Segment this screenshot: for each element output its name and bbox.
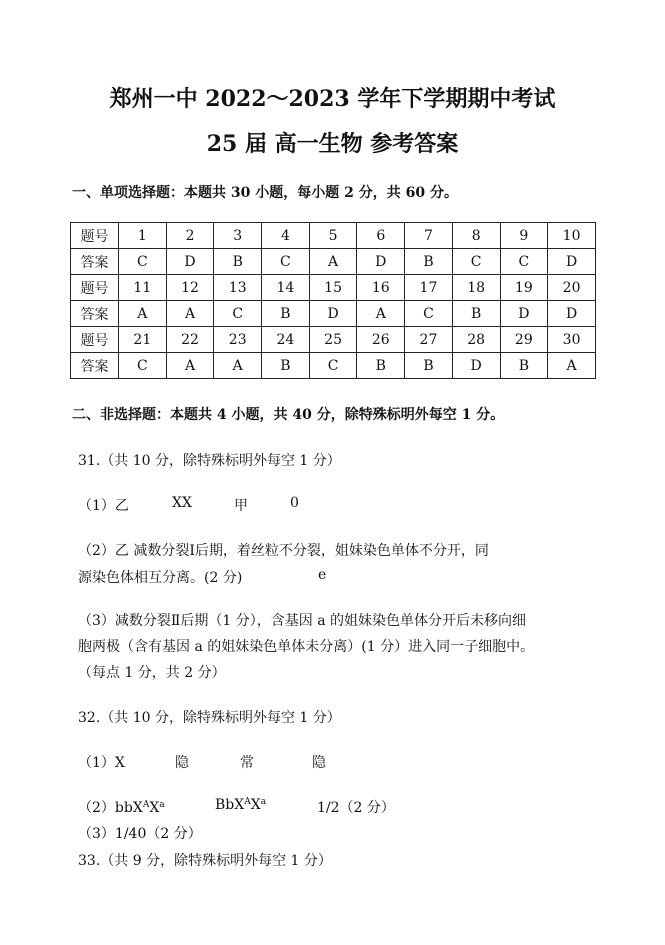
answer-cell: D — [452, 353, 500, 379]
question-number-cell: 11 — [119, 275, 167, 301]
question-number-cell: 27 — [405, 327, 453, 353]
q31-3-line-2: 胞两极（含有基因 a 的姐妹染色单体未分离）(1 分）进入同一子细胞中。 — [78, 639, 535, 655]
answer-cell: D — [357, 249, 405, 275]
answer-cell: B — [357, 353, 405, 379]
answer-cell: C — [500, 249, 548, 275]
question-number-cell: 25 — [309, 327, 357, 353]
row-label-question-number: 题号 — [71, 327, 119, 353]
q31-1-label: （1）乙 — [78, 498, 129, 514]
answer-cell: C — [119, 353, 167, 379]
answer-cell: C — [452, 249, 500, 275]
question-number-cell: 2 — [166, 223, 214, 249]
q31-1-answer-3: 0 — [290, 495, 299, 511]
answer-cell: B — [214, 249, 262, 275]
answer-cell: B — [500, 353, 548, 379]
page-subtitle: 25 届 高一生物 参考答案 — [206, 131, 459, 157]
answer-row — [71, 249, 596, 275]
question-number-cell: 10 — [548, 223, 596, 249]
answer-cell: B — [405, 353, 453, 379]
answer-cell: D — [548, 249, 596, 275]
question-number-cell: 1 — [119, 223, 167, 249]
answer-cell: A — [166, 301, 214, 327]
q32-1-answer-2: 常 — [240, 755, 254, 771]
q32-2-genotype-1: $(2)bbX^AX^a$ — [78, 800, 165, 816]
question-number-cell: 23 — [214, 327, 262, 353]
q32-2-genotype-2: $BbX^AX^a$ — [215, 797, 267, 813]
q32-1-answer-1: 隐 — [175, 755, 189, 771]
q31-2-line-2: 源染色体相互分离。(2 分) — [78, 570, 243, 586]
q31-1-answer-1: XX — [172, 495, 192, 511]
question-number-cell: 14 — [262, 275, 310, 301]
answer-cell: D — [309, 301, 357, 327]
answer-cell: A — [166, 353, 214, 379]
question-number-cell: 13 — [214, 275, 262, 301]
q31-3-line-3: （每点 1 分，共 2 分） — [78, 665, 226, 681]
question-number-cell: 29 — [500, 327, 548, 353]
question-number-row — [71, 327, 596, 353]
row-label-answer: 答案 — [71, 301, 119, 327]
answer-cell: C — [309, 353, 357, 379]
answer-cell: A — [309, 249, 357, 275]
question-number-cell: 21 — [119, 327, 167, 353]
answer-row — [71, 301, 596, 327]
answer-cell: C — [262, 249, 310, 275]
question-number-cell: 5 — [309, 223, 357, 249]
question-number-cell: 15 — [309, 275, 357, 301]
question-number-cell: 28 — [452, 327, 500, 353]
q31-2-line-1: （2）乙 减数分裂Ⅰ后期，着丝粒不分裂，姐妹染色单体不分开，同 — [78, 543, 489, 559]
answer-row — [71, 353, 596, 379]
answer-cell: C — [405, 301, 453, 327]
answer-cell: B — [262, 301, 310, 327]
q32-1-label: （1）X — [78, 755, 125, 771]
question-number-cell: 4 — [262, 223, 310, 249]
q32-3-answer: （3）1/40（2 分） — [78, 826, 202, 842]
question-number-cell: 3 — [214, 223, 262, 249]
question-number-row — [71, 223, 596, 249]
answer-cell: D — [548, 301, 596, 327]
row-label-answer: 答案 — [71, 353, 119, 379]
answer-cell: B — [262, 353, 310, 379]
question-number-cell: 26 — [357, 327, 405, 353]
section-1-heading: 一、单项选择题：本题共 30 小题，每小题 2 分，共 60 分。 — [72, 185, 458, 201]
q32-header: 32.（共 10 分，除特殊标明外每空 1 分） — [78, 710, 341, 726]
row-label-question-number: 题号 — [71, 223, 119, 249]
question-number-row — [71, 275, 596, 301]
answer-cell: D — [500, 301, 548, 327]
question-number-cell: 30 — [548, 327, 596, 353]
q31-2-extra: e — [318, 567, 327, 583]
question-number-cell: 22 — [166, 327, 214, 353]
answer-cell: A — [357, 301, 405, 327]
question-number-cell: 16 — [357, 275, 405, 301]
answer-cell: A — [548, 353, 596, 379]
answer-cell: B — [405, 249, 453, 275]
answer-cell: A — [214, 353, 262, 379]
q31-3-line-1: （3）减数分裂Ⅱ后期（1 分），含基因 a 的姐妹染色单体分开后未移向细 — [78, 613, 527, 629]
answer-cell: C — [119, 249, 167, 275]
question-number-cell: 7 — [405, 223, 453, 249]
question-number-cell: 20 — [548, 275, 596, 301]
q32-2-ratio: 1/2（2 分） — [317, 800, 395, 816]
question-number-cell: 8 — [452, 223, 500, 249]
question-number-cell: 6 — [357, 223, 405, 249]
question-number-cell: 24 — [262, 327, 310, 353]
answer-cell: C — [214, 301, 262, 327]
section-2-heading: 二、非选择题：本题共 4 小题，共 40 分，除特殊标明外每空 1 分。 — [72, 407, 505, 423]
q31-header: 31.（共 10 分，除特殊标明外每空 1 分） — [78, 453, 341, 469]
answer-cell: D — [166, 249, 214, 275]
row-label-question-number: 题号 — [71, 275, 119, 301]
question-number-cell: 19 — [500, 275, 548, 301]
question-number-cell: 17 — [405, 275, 453, 301]
q31-1-answer-2: 甲 — [234, 498, 248, 514]
question-number-cell: 18 — [452, 275, 500, 301]
q32-1-answer-3: 隐 — [312, 755, 326, 771]
question-number-cell: 9 — [500, 223, 548, 249]
question-number-cell: 12 — [166, 275, 214, 301]
answer-cell: B — [452, 301, 500, 327]
q33-header: 33.（共 9 分，除特殊标明外每空 1 分） — [78, 853, 332, 869]
row-label-answer: 答案 — [71, 249, 119, 275]
answer-table — [70, 222, 596, 379]
page-title: 郑州一中 2022～2023 学年下学期期中考试 — [109, 86, 556, 112]
answer-cell: A — [119, 301, 167, 327]
